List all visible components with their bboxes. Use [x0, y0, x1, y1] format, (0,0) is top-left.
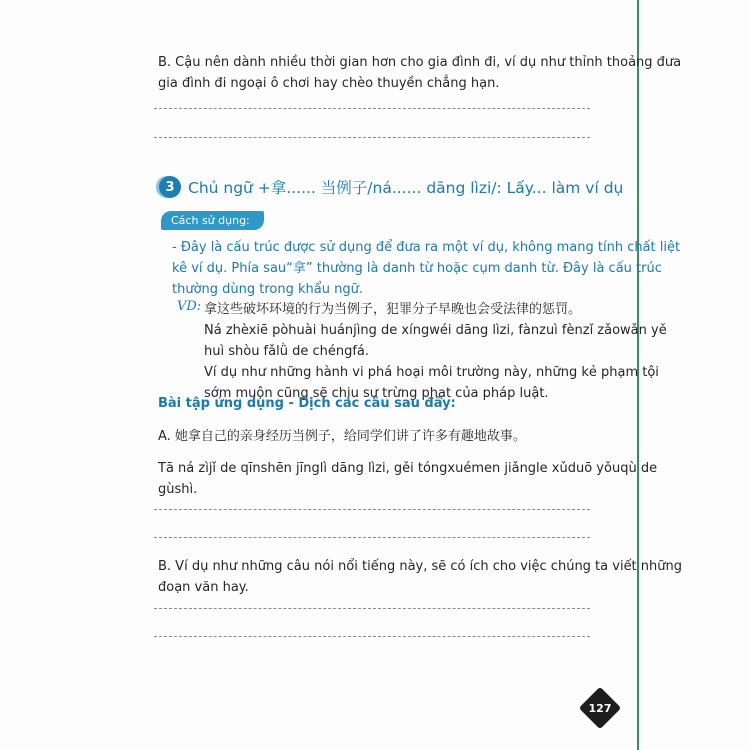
answer-line: [154, 108, 590, 109]
answer-line: [154, 137, 590, 138]
example-chinese: 拿这些破坏环境的行为当例子，犯罪分子早晚也会受法律的惩罚。: [204, 302, 582, 317]
practice-a-pinyin: [158, 458, 657, 500]
top-exercise-b: [158, 52, 681, 94]
usage-explanation: [172, 237, 680, 300]
page-number: 127: [588, 701, 612, 715]
text-line: gia đình đi ngoại ô chơi hay chèo thuyền chẳng hạn.: [158, 76, 500, 91]
example-vietnamese-line: Ví dụ như những hành vi phá hoại môi trường này, những kẻ phạm tội: [204, 365, 659, 380]
text-line: - Đây là cấu trúc được sử dụng để đưa ra một ví dụ, không mang tính chất liệt: [172, 240, 681, 255]
example-pinyin-line: Ná zhèxiē pòhuài huánjìng de xíngwéi dāng lìzi, fànzuì fènzǐ zǎowǎn yě: [204, 323, 667, 338]
example-block: [204, 299, 667, 404]
text-line: gùshì.: [158, 482, 198, 497]
answer-line: [154, 608, 590, 609]
practice-item-a: [158, 426, 526, 447]
text-line: Tā ná zìjǐ de qīnshēn jīnglì dāng lìzi, gěi tóngxuémen jiǎngle xǔduō yǒuqù de: [158, 461, 658, 476]
section-header: [159, 174, 623, 200]
section-title: Chủ ngữ +拿...... 当例子/ná...... dāng lìzi/: Lấy... làm ví dụ: [188, 179, 624, 197]
practice-a-chinese: A. 她拿自己的亲身经历当例子，给同学们讲了许多有趣地故事。: [158, 429, 526, 444]
answer-line: [154, 509, 590, 510]
practice-heading: Bài tập ứng dụng - Dịch các câu sau đây:: [158, 396, 456, 411]
usage-label: Cách sử dụng:: [161, 211, 264, 230]
answer-line: [154, 537, 590, 538]
text-line: B. Cậu nên dành nhiều thời gian hơn cho gia đình đi, ví dụ như thỉnh thoảng đưa: [158, 55, 682, 70]
text-line: B. Ví dụ như những câu nói nổi tiếng này, sẽ có ích cho việc chúng ta viết những: [158, 559, 682, 574]
text-line: đoạn văn hay.: [158, 580, 249, 595]
text-line: kê ví dụ. Phía sau“拿” thường là danh từ hoặc cụm danh từ. Đây là cấu trúc: [172, 261, 662, 276]
practice-item-b: [158, 556, 682, 598]
example-pinyin-line: huì shòu fǎlǜ de chéngfá.: [204, 344, 370, 359]
answer-line: [154, 636, 590, 637]
example-vietnamese-line: sớm muộn cũng sẽ chịu sự trừng phạt của pháp luật.: [204, 386, 549, 401]
text-line: thường dùng trong khẩu ngữ.: [172, 282, 363, 297]
section-number-badge: 3: [159, 176, 181, 198]
example-label: VD:: [177, 299, 202, 314]
